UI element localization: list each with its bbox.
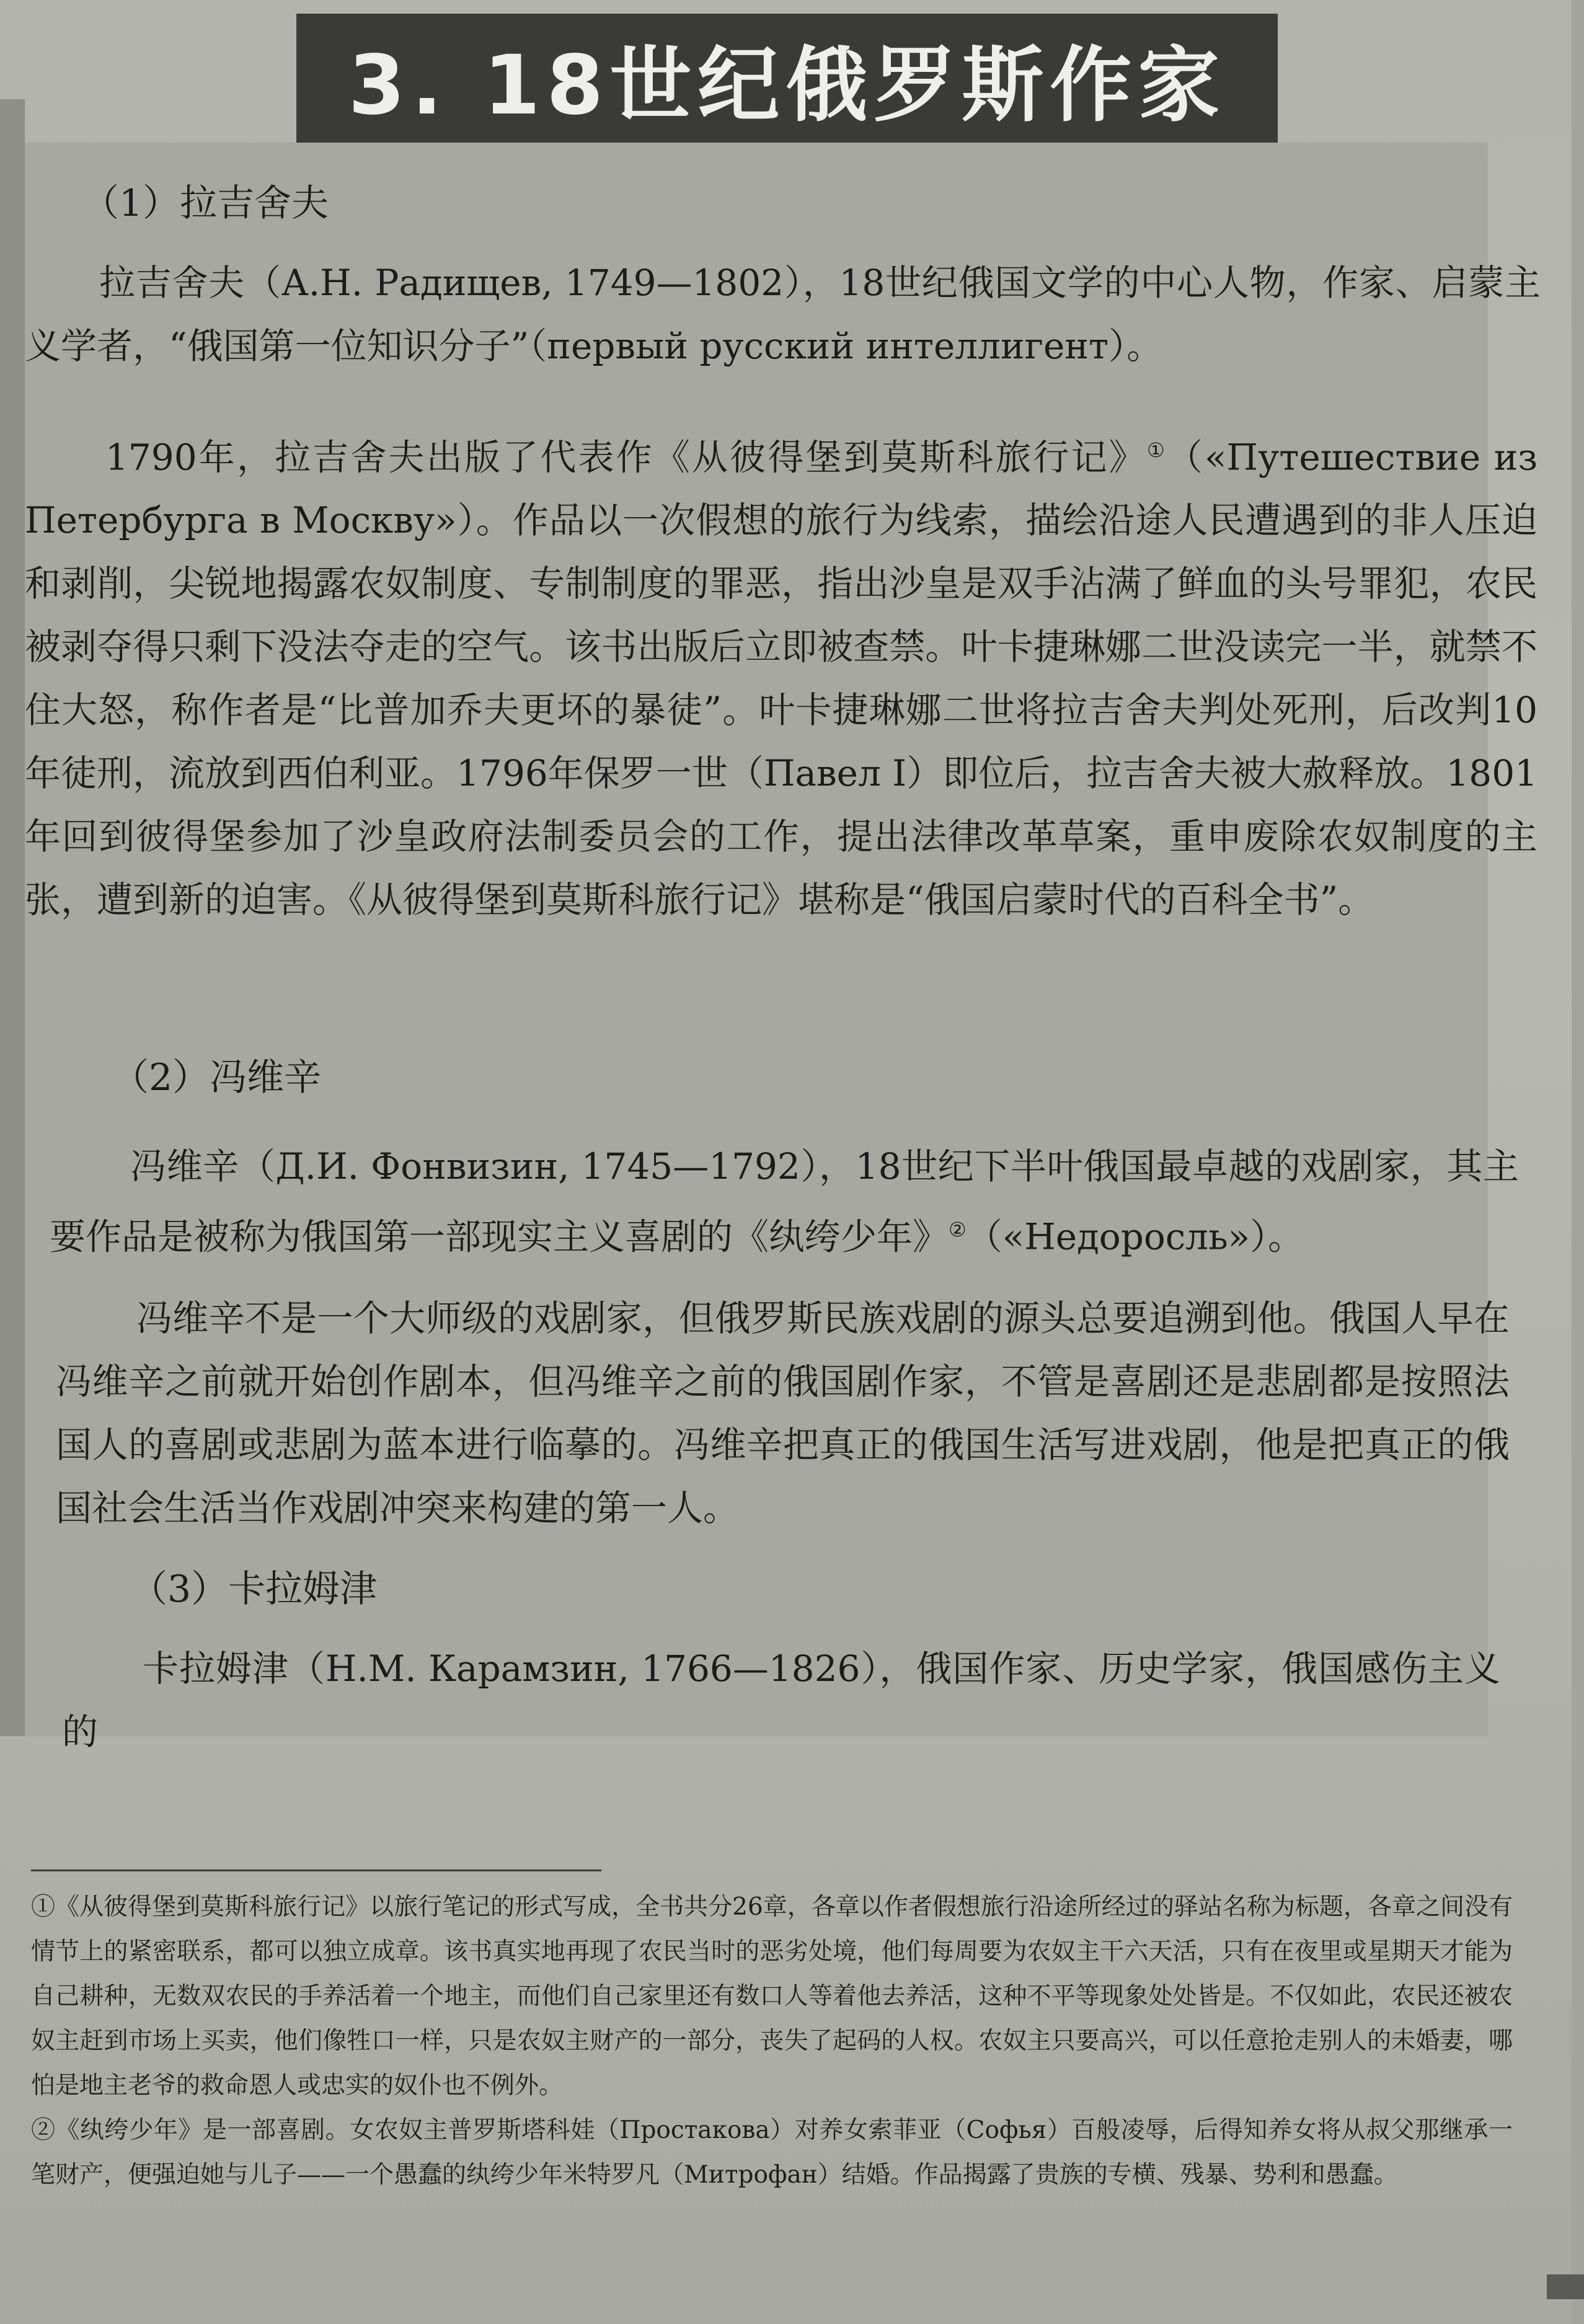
paragraph-text-part: （«Путешествие из Петербурга в Москву»）。作品以一次假想的旅行为线索，描绘沿途人民遭遇到的非人压迫和剥削，尖锐地揭露农奴制度、专制制度的罪恶，指出沙皇是双手沾满了鲜血的头号罪犯，农民被剥夺得只剩下没法夺走的空气。该书出版后立即被查禁。叶卡捷琳娜二世没读完一半，就禁不住大怒，称作者是“比普加乔夫更坏的暴徒”。叶卡捷琳娜二世将拉吉舍夫判处死刑，后改判10年徒刑，流放到西伯利亚。1796年保罗一世（Павел I）即位后，拉吉舍夫被大赦释放。1801年回到彼得堡参加了沙皇政府法制委员会的工作，提出法律改革草案，重申废除农奴制度的主张，遭到新的迫害。《从彼得堡到莫斯科旅行记》堪称是“俄国启蒙时代的百科全书”。 <box>25 436 1538 921</box>
footnote-2 <box>31 2108 1513 2198</box>
footnote-text: 《纨绔少年》是一部喜剧。女农奴主普罗斯塔科娃（Простакова）对养女索菲亚（Софья）百般凌辱，后得知养女将从叔父那继承一笔财产，便强迫她与儿子——一个愚蠢的纨绔少年米特罗凡（Митрофан）结婚。作品揭露了贵族的专横、残暴、势利和愚蠢。 <box>31 2116 1513 2189</box>
footnote-marker-1: ① <box>31 1893 56 1921</box>
page-edge-shadow <box>0 99 25 1736</box>
paragraph-fonvizin-intro <box>50 1135 1519 1268</box>
title-bar <box>296 14 1278 143</box>
page-corner-mark <box>1547 2274 1584 2299</box>
section-heading-fonvizin: （2）冯维辛 <box>112 1056 322 1099</box>
footnote-ref-2: ② <box>949 1218 967 1241</box>
page-title: 3. 18世纪俄罗斯作家 <box>348 38 1226 133</box>
section-heading-karamzin: （3）卡拉姆津 <box>130 1568 378 1611</box>
paragraph-fonvizin-legacy: 冯维辛不是一个大师级的戏剧家，但俄罗斯民族戏剧的源头总要追溯到他。俄国人早在冯维辛之前就开始创作剧本，但冯维辛之前的俄国剧作家，不管是喜剧还是悲剧都是按照法国人的喜剧或悲剧为蓝本进行临摹的。冯维辛把真正的俄国生活写进戏剧，他是把真正的俄国社会生活当作戏剧冲突来构建的第一人。 <box>56 1297 1510 1529</box>
footnote-divider <box>31 1869 601 1871</box>
footnote-1 <box>31 1885 1513 2108</box>
section-heading-radishchev: （1）拉吉舍夫 <box>82 182 329 225</box>
footnote-ref-1: ① <box>1147 438 1167 462</box>
footnote-text: 《从彼得堡到莫斯科旅行记》以旅行笔记的形式写成，全书共分26章，各章以作者假想旅行沿途所经过的驿站名称为标题，各章之间没有情节上的紧密联系，都可以独立成章。该书真实地再现了农民当时的恶劣处境，他们每周要为农奴主干六天活，只有在夜里或星期天才能为自己耕种，无数双农民的手养活着一个地主，而他们自己家里还有数口人等着他去养活，这种不平等现象处处皆是。不仅如此，农民还被农奴主赶到市场上买卖，他们像牲口一样，只是农奴主财产的一部分，丧失了起码的人权。农奴主只要高兴，可以任意抢走别人的未婚妻，哪怕是地主老爷的救命恩人或忠实的奴仆也不例外。 <box>31 1893 1513 2100</box>
paragraph-radishchev-intro: 拉吉舍夫（А.Н. Радищев, 1749—1802），18世纪俄国文学的中心人物，作家、启蒙主义学者，“俄国第一位知识分子”（первый русский интеллигент）。 <box>25 262 1541 367</box>
paragraph-karamzin-intro: 卡拉姆津（Н.М. Карамзин, 1766—1826），俄国作家、历史学家，俄国感伤主义的 <box>62 1648 1500 1753</box>
paragraph-text-part: 1790年，拉吉舍夫出版了代表作《从彼得堡到莫斯科旅行记》 <box>105 436 1148 479</box>
footnotes <box>31 1885 1513 2198</box>
paragraph-radishchev-journey <box>25 419 1538 931</box>
paragraph-text-part: 冯维辛（Д.И. Фонвизин, 1745—1792），18世纪下半叶俄国最卓越的戏剧家，其主要作品是被称为俄国第一部现实主义喜剧的《纨绔少年》 <box>50 1145 1519 1258</box>
footnote-marker-2: ② <box>31 2116 56 2144</box>
page-edge-right <box>1572 0 1584 2324</box>
paragraph-text-part: （«Недоросль»）。 <box>966 1215 1304 1258</box>
